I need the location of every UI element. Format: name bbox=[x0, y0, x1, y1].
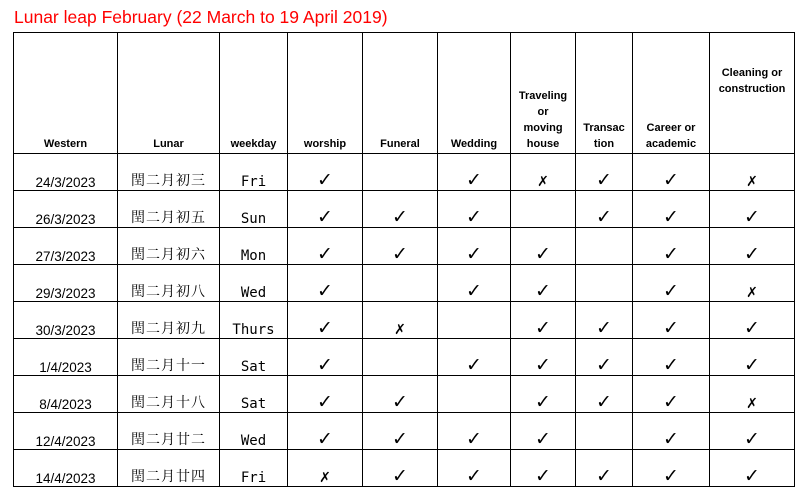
checkmark-icon: ✓ bbox=[317, 428, 333, 450]
weekday-cell: Wed bbox=[220, 413, 288, 450]
western-date-cell: 30/3/2023 bbox=[14, 302, 118, 339]
checkmark-icon: ✓ bbox=[596, 465, 612, 487]
checkmark-icon: ✓ bbox=[663, 465, 679, 487]
header-wedding: Wedding bbox=[438, 33, 511, 154]
cleaning-cell bbox=[710, 450, 795, 487]
western-date-cell: 12/4/2023 bbox=[14, 413, 118, 450]
worship-cell bbox=[288, 154, 363, 191]
cross-icon: ✗ bbox=[394, 322, 406, 338]
header-worship: worship bbox=[288, 33, 363, 154]
lunar-date-cell: 閏二月初三 bbox=[118, 154, 220, 191]
checkmark-icon: ✓ bbox=[317, 280, 333, 302]
wedding-cell bbox=[438, 413, 511, 450]
funeral-cell bbox=[363, 265, 438, 302]
cleaning-cell bbox=[710, 228, 795, 265]
checkmark-icon: ✓ bbox=[535, 280, 551, 302]
funeral-cell bbox=[363, 154, 438, 191]
header-weekday: weekday bbox=[220, 33, 288, 154]
table-row bbox=[14, 191, 795, 228]
checkmark-icon: ✓ bbox=[466, 280, 482, 302]
funeral-cell bbox=[363, 228, 438, 265]
transaction-cell bbox=[576, 339, 633, 376]
checkmark-icon: ✓ bbox=[663, 243, 679, 265]
checkmark-icon: ✓ bbox=[663, 428, 679, 450]
checkmark-icon: ✓ bbox=[466, 354, 482, 376]
table-row bbox=[14, 413, 795, 450]
cleaning-cell bbox=[710, 265, 795, 302]
checkmark-icon: ✓ bbox=[535, 465, 551, 487]
checkmark-icon: ✓ bbox=[663, 169, 679, 191]
checkmark-icon: ✓ bbox=[663, 354, 679, 376]
checkmark-icon: ✓ bbox=[392, 428, 408, 450]
table-row bbox=[14, 154, 795, 191]
cross-icon: ✗ bbox=[746, 396, 758, 412]
header-western: Western bbox=[14, 33, 118, 154]
weekday-cell: Sat bbox=[220, 339, 288, 376]
checkmark-icon: ✓ bbox=[317, 206, 333, 228]
funeral-cell bbox=[363, 413, 438, 450]
weekday-cell: Mon bbox=[220, 228, 288, 265]
career-cell bbox=[633, 376, 710, 413]
lunar-date-cell: 閏二月初六 bbox=[118, 228, 220, 265]
funeral-cell bbox=[363, 191, 438, 228]
western-date-cell: 14/4/2023 bbox=[14, 450, 118, 487]
cleaning-cell bbox=[710, 302, 795, 339]
checkmark-icon: ✓ bbox=[466, 169, 482, 191]
career-cell bbox=[633, 265, 710, 302]
worship-cell bbox=[288, 265, 363, 302]
table-row bbox=[14, 450, 795, 487]
traveling-cell bbox=[511, 376, 576, 413]
worship-cell bbox=[288, 228, 363, 265]
transaction-cell bbox=[576, 154, 633, 191]
checkmark-icon: ✓ bbox=[663, 317, 679, 339]
funeral-cell bbox=[363, 302, 438, 339]
checkmark-icon: ✓ bbox=[466, 243, 482, 265]
worship-cell bbox=[288, 376, 363, 413]
header-funeral: Funeral bbox=[363, 33, 438, 154]
funeral-cell bbox=[363, 339, 438, 376]
table-row bbox=[14, 339, 795, 376]
transaction-cell bbox=[576, 191, 633, 228]
career-cell bbox=[633, 191, 710, 228]
traveling-cell bbox=[511, 265, 576, 302]
cleaning-cell bbox=[710, 376, 795, 413]
career-cell bbox=[633, 302, 710, 339]
checkmark-icon: ✓ bbox=[317, 169, 333, 191]
table-row bbox=[14, 376, 795, 413]
worship-cell bbox=[288, 450, 363, 487]
checkmark-icon: ✓ bbox=[663, 280, 679, 302]
checkmark-icon: ✓ bbox=[317, 354, 333, 376]
header-lunar: Lunar bbox=[118, 33, 220, 154]
transaction-cell bbox=[576, 265, 633, 302]
weekday-cell: Thurs bbox=[220, 302, 288, 339]
lunar-date-cell: 閏二月廿四 bbox=[118, 450, 220, 487]
checkmark-icon: ✓ bbox=[535, 354, 551, 376]
checkmark-icon: ✓ bbox=[596, 354, 612, 376]
header-transaction: Transac tion bbox=[576, 33, 633, 154]
weekday-cell: Fri bbox=[220, 450, 288, 487]
checkmark-icon: ✓ bbox=[392, 465, 408, 487]
worship-cell bbox=[288, 413, 363, 450]
western-date-cell: 27/3/2023 bbox=[14, 228, 118, 265]
checkmark-icon: ✓ bbox=[596, 169, 612, 191]
transaction-cell bbox=[576, 450, 633, 487]
checkmark-icon: ✓ bbox=[663, 206, 679, 228]
wedding-cell bbox=[438, 265, 511, 302]
traveling-cell bbox=[511, 228, 576, 265]
traveling-cell bbox=[511, 450, 576, 487]
table-body bbox=[14, 154, 795, 487]
funeral-cell bbox=[363, 450, 438, 487]
traveling-cell bbox=[511, 191, 576, 228]
checkmark-icon: ✓ bbox=[535, 243, 551, 265]
weekday-cell: Fri bbox=[220, 154, 288, 191]
career-cell bbox=[633, 228, 710, 265]
checkmark-icon: ✓ bbox=[744, 428, 760, 450]
page-title: Lunar leap February (22 March to 19 April 2019) bbox=[14, 7, 388, 27]
header-row bbox=[14, 33, 795, 154]
western-date-cell: 24/3/2023 bbox=[14, 154, 118, 191]
lunar-date-cell: 閏二月初八 bbox=[118, 265, 220, 302]
cleaning-cell bbox=[710, 154, 795, 191]
lunar-date-cell: 閏二月十八 bbox=[118, 376, 220, 413]
checkmark-icon: ✓ bbox=[392, 391, 408, 413]
worship-cell bbox=[288, 191, 363, 228]
lunar-date-cell: 閏二月初九 bbox=[118, 302, 220, 339]
traveling-cell bbox=[511, 339, 576, 376]
checkmark-icon: ✓ bbox=[466, 465, 482, 487]
wedding-cell bbox=[438, 376, 511, 413]
cross-icon: ✗ bbox=[537, 174, 549, 190]
checkmark-icon: ✓ bbox=[535, 428, 551, 450]
western-date-cell: 8/4/2023 bbox=[14, 376, 118, 413]
traveling-cell bbox=[511, 413, 576, 450]
cross-icon: ✗ bbox=[746, 285, 758, 301]
career-cell bbox=[633, 154, 710, 191]
weekday-cell: Sat bbox=[220, 376, 288, 413]
checkmark-icon: ✓ bbox=[392, 243, 408, 265]
checkmark-icon: ✓ bbox=[317, 391, 333, 413]
career-cell bbox=[633, 413, 710, 450]
career-cell bbox=[633, 339, 710, 376]
worship-cell bbox=[288, 339, 363, 376]
header-cleaning: Cleaning or construction bbox=[710, 33, 795, 154]
checkmark-icon: ✓ bbox=[392, 206, 408, 228]
wedding-cell bbox=[438, 339, 511, 376]
checkmark-icon: ✓ bbox=[744, 243, 760, 265]
checkmark-icon: ✓ bbox=[596, 391, 612, 413]
transaction-cell bbox=[576, 376, 633, 413]
career-cell bbox=[633, 450, 710, 487]
lunar-date-cell: 閏二月廿二 bbox=[118, 413, 220, 450]
table-row bbox=[14, 265, 795, 302]
transaction-cell bbox=[576, 302, 633, 339]
traveling-cell bbox=[511, 302, 576, 339]
wedding-cell bbox=[438, 228, 511, 265]
checkmark-icon: ✓ bbox=[466, 428, 482, 450]
worship-cell bbox=[288, 302, 363, 339]
transaction-cell bbox=[576, 413, 633, 450]
checkmark-icon: ✓ bbox=[466, 206, 482, 228]
checkmark-icon: ✓ bbox=[663, 391, 679, 413]
table-row bbox=[14, 228, 795, 265]
checkmark-icon: ✓ bbox=[744, 354, 760, 376]
cleaning-cell bbox=[710, 191, 795, 228]
checkmark-icon: ✓ bbox=[744, 317, 760, 339]
checkmark-icon: ✓ bbox=[744, 206, 760, 228]
funeral-cell bbox=[363, 376, 438, 413]
weekday-cell: Sun bbox=[220, 191, 288, 228]
checkmark-icon: ✓ bbox=[535, 391, 551, 413]
transaction-cell bbox=[576, 228, 633, 265]
header-traveling: Traveling or moving house bbox=[511, 33, 576, 154]
western-date-cell: 26/3/2023 bbox=[14, 191, 118, 228]
cleaning-cell bbox=[710, 413, 795, 450]
almanac-table bbox=[13, 32, 795, 487]
western-date-cell: 1/4/2023 bbox=[14, 339, 118, 376]
header-career: Career or academic bbox=[633, 33, 710, 154]
checkmark-icon: ✓ bbox=[596, 317, 612, 339]
western-date-cell: 29/3/2023 bbox=[14, 265, 118, 302]
cleaning-cell bbox=[710, 339, 795, 376]
checkmark-icon: ✓ bbox=[317, 317, 333, 339]
checkmark-icon: ✓ bbox=[596, 206, 612, 228]
wedding-cell bbox=[438, 191, 511, 228]
table-row bbox=[14, 302, 795, 339]
wedding-cell bbox=[438, 450, 511, 487]
lunar-date-cell: 閏二月初五 bbox=[118, 191, 220, 228]
cross-icon: ✗ bbox=[746, 174, 758, 190]
checkmark-icon: ✓ bbox=[744, 465, 760, 487]
wedding-cell bbox=[438, 154, 511, 191]
traveling-cell bbox=[511, 154, 576, 191]
wedding-cell bbox=[438, 302, 511, 339]
lunar-date-cell: 閏二月十一 bbox=[118, 339, 220, 376]
checkmark-icon: ✓ bbox=[535, 317, 551, 339]
checkmark-icon: ✓ bbox=[317, 243, 333, 265]
weekday-cell: Wed bbox=[220, 265, 288, 302]
cross-icon: ✗ bbox=[319, 470, 331, 486]
